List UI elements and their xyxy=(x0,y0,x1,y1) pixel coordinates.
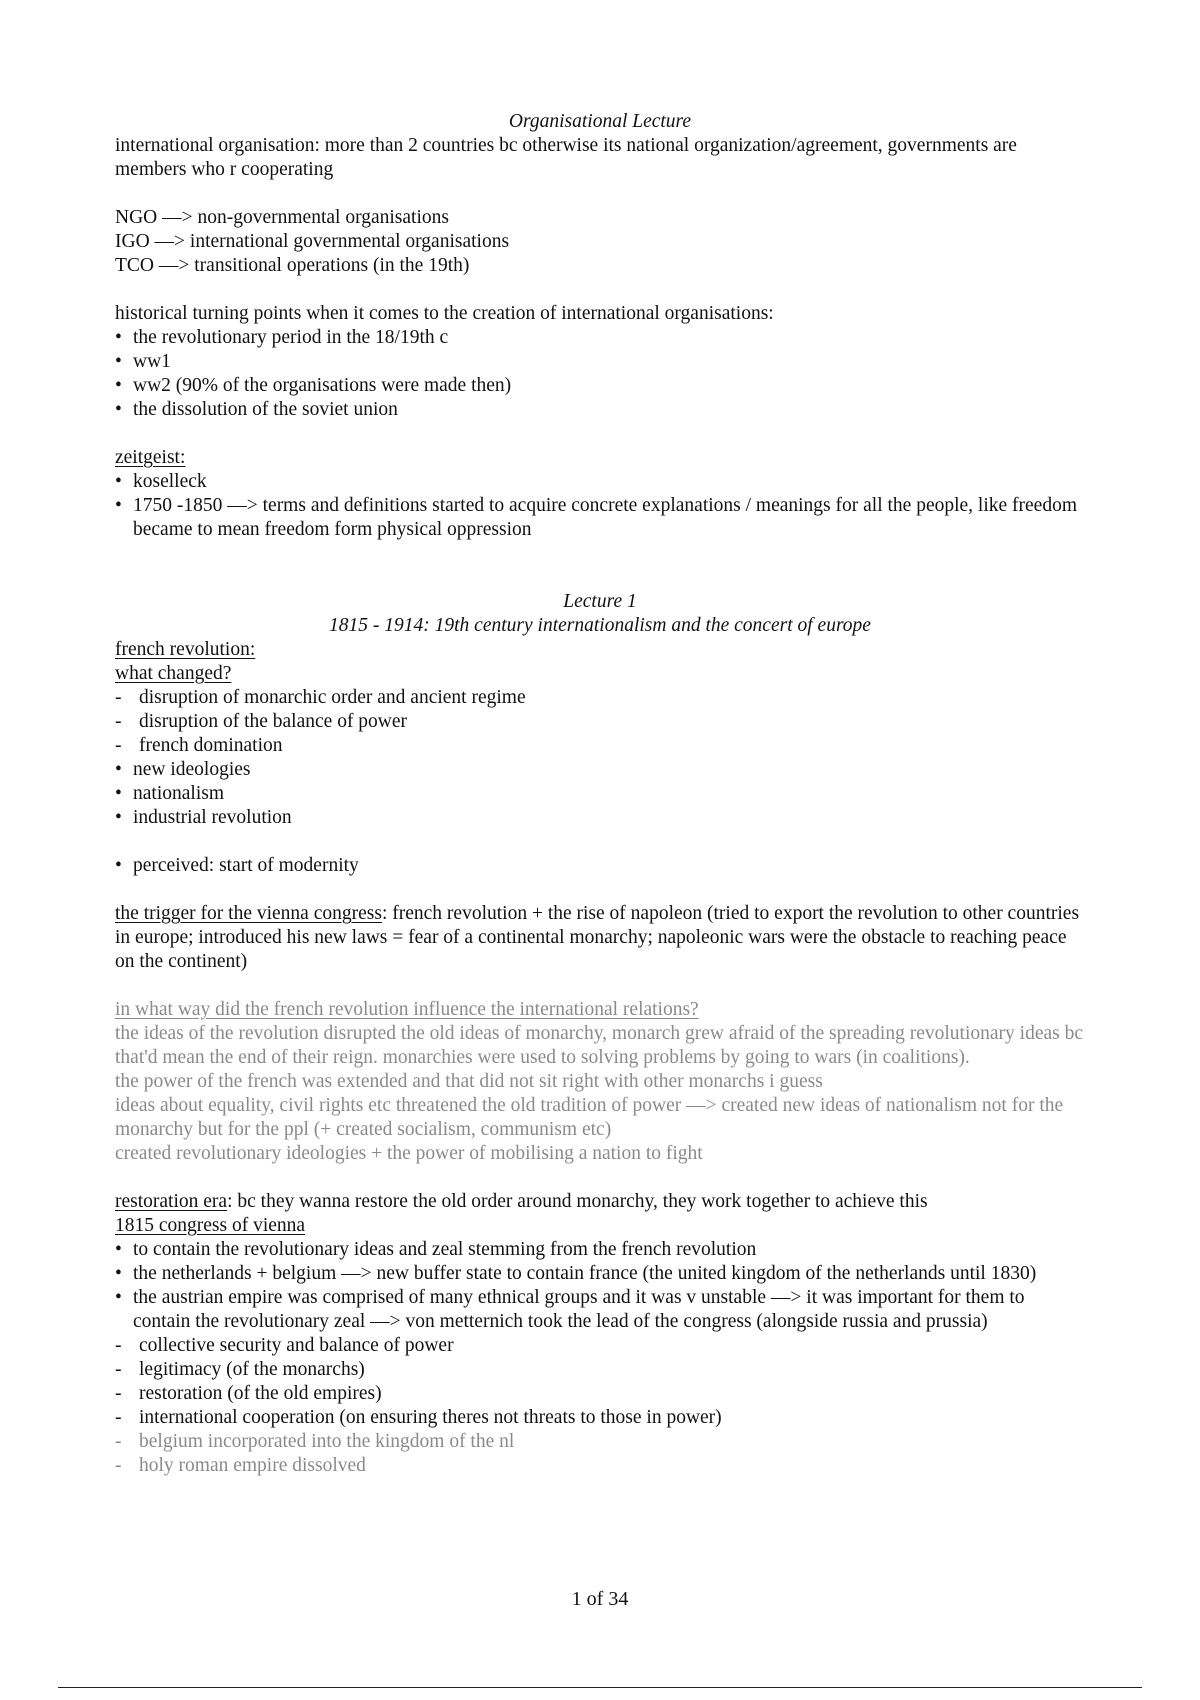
dash-icon: - xyxy=(115,1455,122,1476)
list-item: • the austrian empire was comprised of many ethnical groups and it was v unstable —> it was important for them to contain the revolutionary zeal —> von metternich took the lead of the congress (alongside russia and prussia) xyxy=(115,1287,1025,1332)
what-changed-heading: what changed? xyxy=(115,663,232,684)
bullet-icon: • xyxy=(115,495,122,516)
list-item: • koselleck xyxy=(115,471,207,492)
list-item: • ww1 xyxy=(115,351,171,372)
list-item: • to contain the revolutionary ideas and zeal stemming from the french revolution xyxy=(115,1239,757,1260)
lecture1-title: Lecture 1 xyxy=(563,591,637,612)
acronym-item: IGO —> international governmental organisations xyxy=(115,231,510,252)
dash-icon: - xyxy=(115,735,122,756)
changed-bullet-list xyxy=(115,758,1085,830)
bullet-icon: • xyxy=(115,375,122,396)
page-number: 1 of 34 xyxy=(571,1588,629,1610)
org-lecture-title: Organisational Lecture xyxy=(508,111,692,132)
question-block xyxy=(115,998,1085,1166)
answer-line: created revolutionary ideologies + the power of mobilising a nation to fight xyxy=(115,1143,703,1164)
changed-dash-list xyxy=(115,686,1085,758)
list-item: - legitimacy (of the monarchs) xyxy=(115,1359,365,1380)
list-item: - restoration (of the old empires) xyxy=(115,1383,382,1404)
question-heading: in what way did the french revolution influence the international relations? xyxy=(115,999,699,1020)
bottom-divider xyxy=(58,1687,1142,1688)
zeitgeist-heading: zeitgeist: xyxy=(115,447,186,468)
acronym-list xyxy=(115,206,1085,278)
trigger-heading: the trigger for the vienna congress xyxy=(115,903,382,924)
congress-bullet-list xyxy=(115,1238,1085,1334)
answer-line: ideas about equality, civil rights etc threatened the old tradition of power —> created new ideas of nationalism not for the monarchy but for the ppl (+ created socialism, communism etc) xyxy=(115,1095,1064,1140)
french-revolution-heading: french revolution: xyxy=(115,639,256,660)
list-item: - belgium incorporated into the kingdom of the nl xyxy=(115,1431,515,1452)
restoration-heading: restoration era xyxy=(115,1191,228,1212)
list-item: - collective security and balance of power xyxy=(115,1335,454,1356)
list-item: - disruption of the balance of power xyxy=(115,711,408,732)
bullet-icon: • xyxy=(115,807,122,828)
bullet-icon: • xyxy=(115,399,122,420)
bullet-icon: • xyxy=(115,759,122,780)
dash-icon: - xyxy=(115,1335,122,1356)
perceived-item: • perceived: start of modernity xyxy=(115,855,359,876)
dash-icon: - xyxy=(115,1383,122,1404)
list-item: - french domination xyxy=(115,735,283,756)
bullet-icon: • xyxy=(115,1239,122,1260)
dash-icon: - xyxy=(115,1431,122,1452)
bullet-icon: • xyxy=(115,1287,122,1308)
io-definition: international organisation: more than 2 countries bc otherwise its national organization/agreement, governments are members who r cooperating xyxy=(115,135,1017,180)
bullet-icon: • xyxy=(115,471,122,492)
turning-points-intro: historical turning points when it comes to the creation of international organisations: xyxy=(115,303,774,324)
list-item: • nationalism xyxy=(115,783,224,804)
answer-line: the ideas of the revolution disrupted the old ideas of monarchy, monarch grew afraid of the spreading revolutionary ideas bc that'd mean the end of their reign. monarchies were used to solving problems by going to wars (in coalitions). xyxy=(115,1023,1084,1068)
list-item: • ww2 (90% of the organisations were made then) xyxy=(115,375,512,396)
list-item: • the dissolution of the soviet union xyxy=(115,399,398,420)
bullet-icon: • xyxy=(115,1263,122,1284)
bullet-icon: • xyxy=(115,327,122,348)
list-item: - disruption of monarchic order and ancient regime xyxy=(115,687,526,708)
acronym-item: TCO —> transitional operations (in the 19th) xyxy=(115,255,470,276)
list-item: • the revolutionary period in the 18/19th c xyxy=(115,327,449,348)
lecture1-subtitle: 1815 - 1914: 19th century internationalism and the concert of europe xyxy=(329,615,871,636)
list-item: • 1750 -1850 —> terms and definitions started to acquire concrete explanations / meanings for all the people, like freedom became to mean freedom form physical oppression xyxy=(115,495,1077,540)
bullet-icon: • xyxy=(115,783,122,804)
trigger-paragraph: the trigger for the vienna congress: french revolution + the rise of napoleon (tried to export the revolution to other countries in europe; introduced his new laws = fear of a continental monarchy; napoleonic wars were the obstacle to reaching peace on the continent) xyxy=(115,903,1080,972)
congress-heading: 1815 congress of vienna xyxy=(115,1215,306,1236)
answer-line: the power of the french was extended and that did not sit right with other monarchs i guess xyxy=(115,1071,823,1092)
dash-icon: - xyxy=(115,687,122,708)
acronym-item: NGO —> non-governmental organisations xyxy=(115,207,449,228)
list-item: • new ideologies xyxy=(115,759,251,780)
list-item: - holy roman empire dissolved xyxy=(115,1455,366,1476)
list-item: - international cooperation (on ensuring theres not threats to those in power) xyxy=(115,1407,722,1428)
dash-icon: - xyxy=(115,1359,122,1380)
zeitgeist-list xyxy=(115,470,1085,542)
bullet-icon: • xyxy=(115,855,122,876)
congress-dash-list xyxy=(115,1334,1085,1478)
restoration-paragraph: restoration era: bc they wanna restore the old order around monarchy, they work together to achieve this xyxy=(115,1191,928,1212)
turning-points-list xyxy=(115,326,1085,422)
dash-icon: - xyxy=(115,1407,122,1428)
list-item: • the netherlands + belgium —> new buffer state to contain france (the united kingdom of the netherlands until 1830) xyxy=(115,1263,1037,1284)
dash-icon: - xyxy=(115,711,122,732)
bullet-icon: • xyxy=(115,351,122,372)
document-page xyxy=(115,110,1085,1478)
list-item: • industrial revolution xyxy=(115,807,292,828)
